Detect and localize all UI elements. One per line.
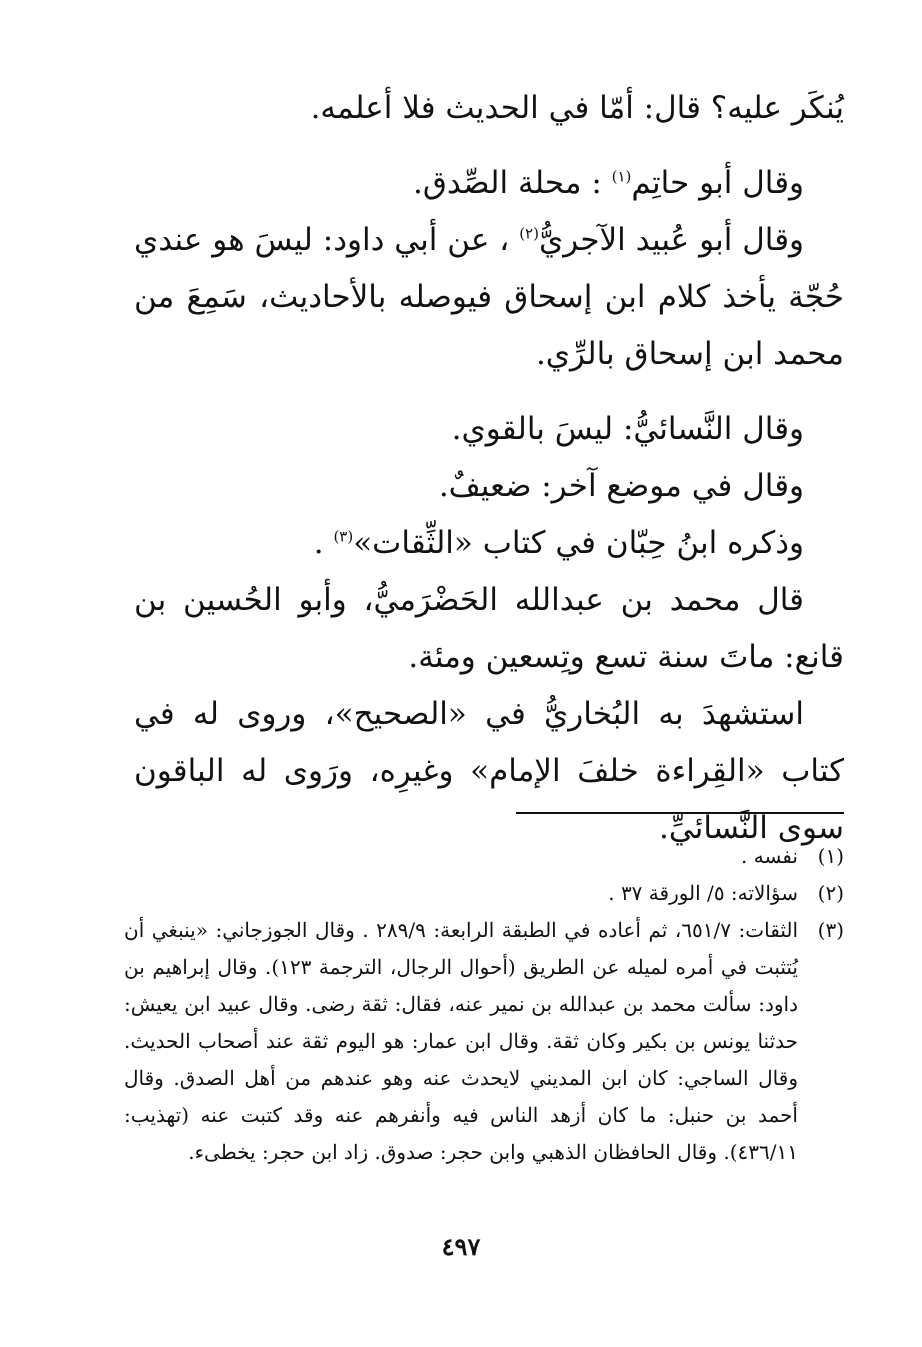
paragraph-6-text: وذكره ابنُ حِبّان في كتاب «الثِّقات» [353,525,804,561]
paragraph-7: قال محمد بن عبدالله الحَضْرَميُّ، وأبو الحُسين بن قانع: ماتَ سنة تسع وتِسعين ومئة. [134,582,844,675]
paragraph-2-text-end: : محلة الصِّدق. [413,165,612,201]
paragraph-3 [134,212,844,383]
footnote-separator [516,812,844,814]
paragraph-5: وقال في موضع آخر: ضعيفٌ. [438,468,804,504]
footnote-number: (١) [817,844,844,868]
footnote-ref-3: (٣) [333,527,354,546]
footnote-number: (٢) [817,881,844,905]
page-number: ٤٩٧ [441,1232,481,1261]
footnote-number: (٣) [817,918,844,942]
footnote-3 [124,912,844,1171]
paragraph-1: يُنكَر عليه؟ قال: أمّا في الحديث فلا أعلمه. [310,90,844,126]
footnote-2 [124,875,844,912]
paragraph-4: وقال النَّسائيُّ: ليسَ بالقوي. [451,411,804,447]
footnote-text: الثقات: ٦٥١/٧، ثم أعاده في الطبقة الرابعة: ٢٨٩/٩ . وقال الجوزجاني: «ينبغي أن يُتثبت في أمره لميله عن الطريق (أحوال الرجال، الترجمة ١٢٣). وقال إبراهيم بن داود: سألت محمد بن عبدالله بن نمير عنه، فقال: ثقة رضى. وقال عبيد ابن يعيش: حدثنا يونس بن بكير وكان ثقة. وقال ابن عمار: هو اليوم ثقة عند أصحاب الحديث. وقال الساجي: كان ابن المديني لايحدث عنه وهو عندهم من أهل الصدق. وقال أحمد بن حنبل: ما كان أزهد الناس فيه وأنفرهم عنه وقد كتبت عنه (تهذيب: ٤٣٦/١١). وقال الحافظان الذهبي وابن حجر: صدوق. زاد ابن حجر: يخطىء. [124,918,799,1164]
paragraph-8: استشهدَ به البُخاريُّ في «الصحيح»، وروى له في كتاب «القِراءة خلفَ الإمام» وغيرِه، ورَوى له الباقون سوى النَّسائيِّ. [134,696,844,846]
footnote-text: سؤالاته: ٥/ الورقة ٣٧ . [608,881,798,905]
paragraph-3-text-end: ، عن أبي داود: ليسَ هو عندي حُجّة يأخذ كلام ابن إسحاق فيوصله بالأحاديث، سَمِعَ من محمد ابن إسحاق بالرِّي. [134,222,844,372]
footnote-text: نفسه . [741,844,798,868]
paragraph-3-text: وقال أبو عُبيد الآجريُّ [538,222,804,258]
footnotes [124,838,844,1171]
footnote-ref-2: (٢) [519,224,539,243]
main-text [134,80,844,857]
paragraph-2 [134,155,844,212]
footnote-ref-1: (١) [611,167,632,186]
paragraph-6 [134,515,844,572]
footnote-1 [124,838,844,875]
paragraph-2-text: وقال أبو حاتِم [631,165,804,201]
paragraph-6-text-end: . [313,525,334,561]
